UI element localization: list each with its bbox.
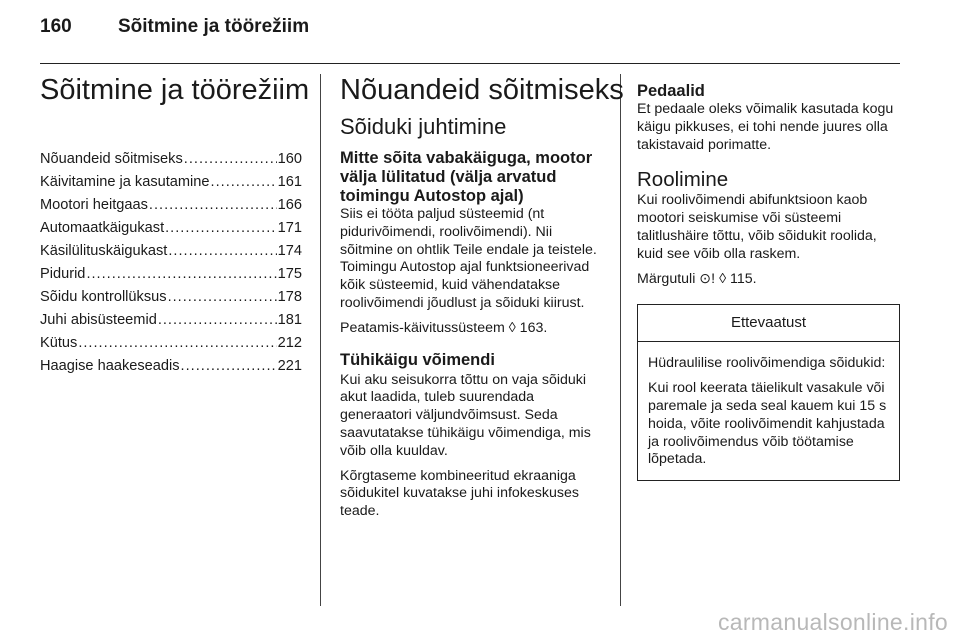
toc-leader <box>168 286 277 309</box>
toc-leader <box>78 332 276 355</box>
toc-leader <box>184 148 277 171</box>
toc-leader <box>168 240 276 263</box>
chapter-heading: Sõitmine ja töörežiim <box>40 74 310 106</box>
topic-heading-steering: Roolimine <box>637 168 729 192</box>
table-of-contents <box>40 148 302 378</box>
caution-box <box>637 304 900 481</box>
caution-title: Ettevaatust <box>638 305 899 342</box>
toc-label: Juhi abisüsteemid <box>40 312 157 328</box>
toc-entry[interactable] <box>40 309 302 332</box>
topic-heading-coasting: Mitte sõita vabakäiguga, mootor välja lülitatud (välja arvatud toimingu Autostop ajal) <box>340 149 593 205</box>
paragraph: Kõrgtaseme kombineeritud ekraaniga sõidukitel kuvatakse juhi infokeskuses teade. <box>340 467 579 520</box>
toc-page: 175 <box>277 266 302 282</box>
column-pedals-steering <box>637 74 900 481</box>
section-heading: Nõuandeid sõitmiseks <box>340 74 624 106</box>
toc-label: Käivitamine ja kasutamine <box>40 174 210 190</box>
toc-label: Haagise haakeseadis <box>40 358 180 374</box>
toc-page: 181 <box>277 312 302 328</box>
caution-body <box>638 342 899 480</box>
paragraph: Siis ei tööta paljud süsteemid (nt pidurivõimendi, roolivõimendi). Nii sõitmine on ohtlik Teile endale ja teistele. Toimingu Autostop ajal funktsioneerivad kõik süsteemid, kuid vähendatakse roolivõimendi jõudlust ja sõiduki kiirust. <box>340 206 597 311</box>
toc-leader <box>149 194 277 217</box>
page-number: 160 <box>40 16 72 37</box>
toc-leader <box>165 217 277 240</box>
toc-label: Sõidu kontrollüksus <box>40 289 167 305</box>
paragraph: Kui roolivõimendi abifunktsioon kaob mootori seiskumise või süsteemi talitlushäire tõttu, võib sõidukit roolida, kuid see võib olla raskem. <box>637 192 877 262</box>
paragraph: Et pedaale oleks võimalik kasutada kogu käigu pikkuses, ei tohi nende juures olla takistavaid porimatte. <box>637 101 894 153</box>
toc-label: Mootori heitgaas <box>40 197 148 213</box>
cross-reference: Peatamis-käivitussüsteem ◊ 163. <box>340 319 548 336</box>
column-divider-2 <box>620 74 621 606</box>
subsection-heading: Sõiduki juhtimine <box>340 114 507 139</box>
toc-leader <box>158 309 277 332</box>
running-title: Sõitmine ja töörežiim <box>118 16 310 37</box>
paragraph: Hüdraulilise roolivõimendiga sõidukid: <box>648 355 886 372</box>
toc-leader <box>181 355 277 378</box>
toc-entry[interactable] <box>40 194 302 217</box>
toc-entry[interactable] <box>40 148 302 171</box>
toc-label: Kütus <box>40 335 78 351</box>
toc-label: Pidurid <box>40 266 86 282</box>
toc-entry[interactable] <box>40 332 302 355</box>
toc-entry[interactable] <box>40 240 302 263</box>
toc-leader <box>211 171 277 194</box>
toc-page: 178 <box>277 289 302 305</box>
toc-page: 212 <box>277 335 302 351</box>
toc-page: 171 <box>277 220 302 236</box>
toc-label: Nõuandeid sõitmiseks <box>40 151 183 167</box>
paragraph: Kui aku seisukorra tõttu on vaja sõiduki akut laadida, tuleb suurendada generaatori väljundvõimsust. Seda saavutatakse tühikäigu võimendiga, mis võib olla kuuldav. <box>340 371 591 459</box>
toc-label: Automaatkäigukast <box>40 220 165 236</box>
column-driving-tips <box>340 74 624 521</box>
toc-label: Käsilülituskäigukast <box>40 243 168 259</box>
column-toc <box>40 74 310 378</box>
header-rule <box>40 63 900 64</box>
toc-entry[interactable] <box>40 171 302 194</box>
toc-page: 221 <box>277 358 302 374</box>
topic-heading-idle-boost: Tühikäigu võimendi <box>340 350 495 369</box>
toc-entry[interactable] <box>40 286 302 309</box>
toc-entry[interactable] <box>40 263 302 286</box>
toc-page: 166 <box>277 197 302 213</box>
toc-page: 161 <box>277 174 302 190</box>
paragraph: Kui rool keerata täielikult vasakule või paremale ja seda seal kauem kui 15 s hoida, võite roolivõimendit kahjustada ja roolivõimendus võib töötamise lõpetada. <box>648 380 887 468</box>
toc-leader <box>86 263 276 286</box>
toc-entry[interactable] <box>40 355 302 378</box>
column-divider-1 <box>320 74 321 606</box>
watermark: carmanualsonline.info <box>717 609 948 635</box>
control-indicator-reference: Märgutuli ⊙! ◊ 115. <box>637 270 757 287</box>
toc-entry[interactable] <box>40 217 302 240</box>
topic-heading-pedals: Pedaalid <box>637 82 705 100</box>
toc-page: 174 <box>277 243 302 259</box>
toc-page: 160 <box>277 151 302 167</box>
